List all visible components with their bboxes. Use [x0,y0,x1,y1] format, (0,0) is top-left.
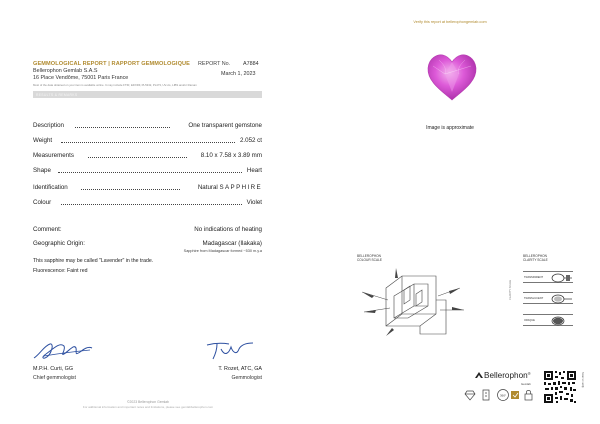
clarity-row-label: OPAQUE [524,319,535,322]
leader-dots [61,204,242,205]
signature-rozet [203,339,261,363]
origin-value: Madagascar (Ilakaka) [202,240,262,247]
leader-dots [81,189,180,190]
fluorescence: Fluorescence: Faint red [33,268,88,274]
signature-curti [30,336,98,364]
field-value: Heart [246,167,262,174]
field-label: Description [33,122,64,129]
footer-info: For additional information and important notes and limitations, please see gemlabbellerophon.com [82,405,214,409]
clarity-row-label: TRANSLUCENT [524,297,544,300]
report-number: A7884 [243,61,259,67]
left-signatory-name: M.P.H. Curti, GG [33,366,74,372]
brand-registered: ® [527,371,531,376]
field-value: Violet [246,199,262,206]
field-row-shape [33,167,262,176]
field-value [198,184,262,191]
footer-copyright: ©2023 Bellerophon Gemlab [127,400,169,404]
qr-side-label: Scan to verify [581,372,584,388]
clarity-stone-icons [546,268,574,332]
clarity-scale-title: BELLEROPHON CLARITY SCALE [523,254,548,262]
company-name: Bellerophon Gemlab S.A.S [33,68,98,74]
brand-name [484,371,531,380]
data-availability-note: Most of the data obtained on your item is available online. It may include FTIR, EDXRF, PL5332, PL473, UV-vis, LIBS and/or Raman [33,83,197,87]
brand-word: Bellerophon [484,371,528,380]
comment-value: No indications of heating [194,226,262,233]
clarity-side-label: CLARITY SCALE [509,279,512,300]
field-label: Colour [33,199,52,206]
bellerophon-logo-icon [474,370,484,380]
trade-note: This sapphire may be called "Lavender" in the trade. [33,258,154,264]
field-row-measurements [33,152,262,161]
verify-link[interactable]: Verify this report at bellerophongemlab.com [413,20,487,24]
leader-dots [58,172,242,173]
left-signatory-role: Chief gemmologist [33,375,76,381]
identification-species: SAPPHIRE [219,184,262,191]
company-address: 16 Place Vendôme, 75001 Paris France [33,75,129,81]
field-value: One transparent gemstone [188,122,262,129]
report-number-label: REPORT No. [198,61,231,67]
colour-scale-diagram [356,266,476,338]
field-label: Shape [33,167,51,174]
identification-prefix: Natural [197,184,218,191]
field-label: Weight [33,137,53,144]
feature-badges [463,387,543,403]
field-label: Identification [33,184,68,191]
image-approx-note: Image is approximate [426,125,474,131]
report-date: March 1, 2023 [221,71,256,77]
field-row-identification [33,184,262,193]
leader-dots [88,157,187,158]
comment-label: Comment: [33,226,62,233]
field-row-weight [33,137,262,146]
leader-dots [61,142,235,143]
field-value: 8.10 x 7.58 x 3.89 mm [200,152,262,159]
right-signatory-name: T. Rozet, ATC, GA [218,366,262,372]
qr-code[interactable] [543,370,577,404]
section-bar [33,91,262,98]
report-title: GEMMOLOGICAL REPORT | RAPPORT GEMMOLOGIQUE [33,61,191,67]
field-value: 2.052 ct [239,137,262,144]
badge-360-label: 360° [500,393,507,398]
colour-scale-title: BELLEROPHON COLOUR SCALE [357,254,382,262]
clarity-row-label: TRANSPARENT [524,276,544,279]
section-bar-label: RESULTS & REMARKS [36,92,78,97]
leader-dots [75,127,170,128]
origin-label: Geographic Origin: [33,240,85,247]
field-row-description [33,122,262,131]
brand-sub: Gemlab [521,382,531,386]
gemstone-image [425,52,479,102]
right-signatory-role: Gemmologist [231,375,262,381]
origin-subnote: Sapphire from Madagascar formed ~530 m.y.a [183,249,262,253]
field-row-colour [33,199,262,208]
field-label: Measurements [33,152,74,159]
